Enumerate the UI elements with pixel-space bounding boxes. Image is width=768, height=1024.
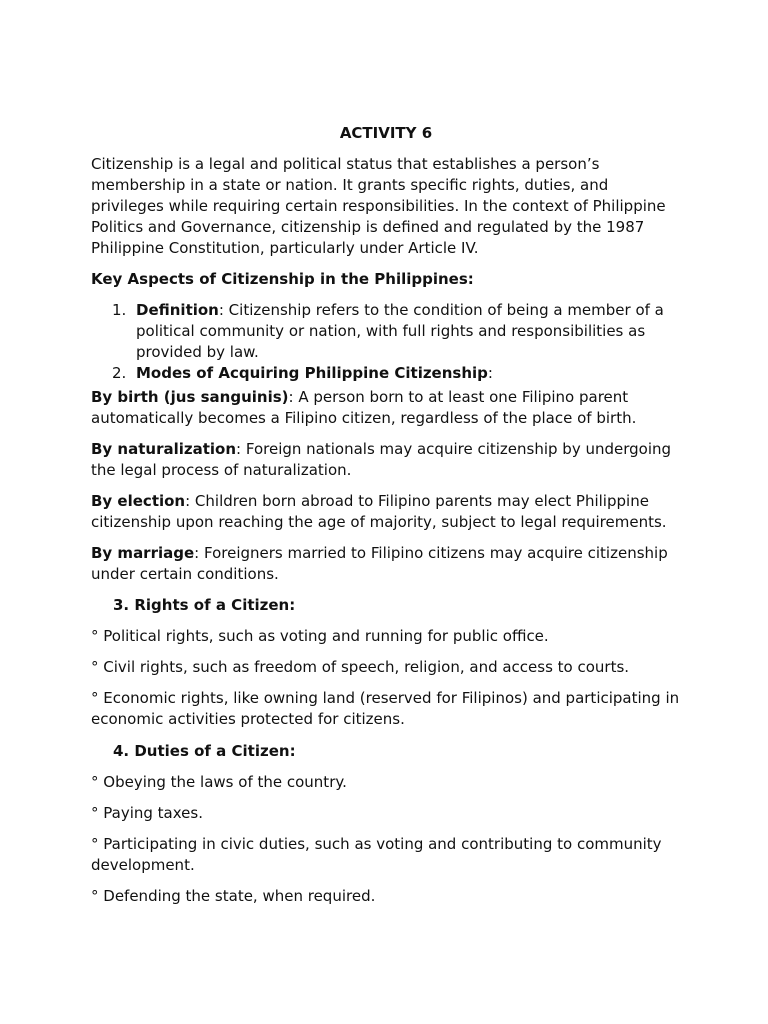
- mode-term: By birth (jus sanguinis): [91, 388, 289, 406]
- rights-item: ° Civil rights, such as freedom of speech, religion, and access to courts.: [91, 658, 630, 676]
- duties-item: ° Participating in civic duties, such as voting and contributing to community development.: [91, 835, 662, 874]
- rights-item: ° Economic rights, like owning land (reserved for Filipinos) and participating in economic activities protected for citizens.: [91, 689, 680, 728]
- mode-term: By election: [91, 492, 186, 510]
- page-title: ACTIVITY 6: [339, 124, 433, 142]
- mode-term: By marriage: [91, 544, 195, 562]
- list-item: [91, 300, 681, 363]
- list-item-text: : Citizenship refers to the condition of being a member of a political community or nation, with full rights and responsibilities as provided by law.: [136, 301, 664, 361]
- mode-paragraph: [91, 387, 681, 429]
- mode-text: : A person born to at least one Filipino parent automatically becomes a Filipino citizen, regardless of the place of birth.: [91, 388, 637, 427]
- list-item-number: 1.: [112, 301, 127, 319]
- key-aspects-heading: Key Aspects of Citizenship in the Philippines:: [91, 270, 474, 288]
- mode-text: : Foreign nationals may acquire citizenship by undergoing the legal process of naturalization.: [91, 440, 672, 479]
- list-item-number: 2.: [112, 364, 127, 382]
- mode-text: : Foreigners married to Filipino citizens may acquire citizenship under certain conditions.: [91, 544, 668, 583]
- rights-item: ° Political rights, such as voting and running for public office.: [91, 627, 549, 645]
- duties-item: ° Obeying the laws of the country.: [91, 773, 347, 791]
- mode-paragraph: [91, 491, 681, 533]
- key-aspects-list: [91, 300, 681, 384]
- rights-heading: 3. Rights of a Citizen:: [113, 596, 296, 614]
- mode-paragraph: [91, 439, 681, 481]
- document-body: [91, 123, 681, 917]
- list-item-text: :: [487, 364, 493, 382]
- intro-paragraph: Citizenship is a legal and political status that establishes a person’s membership in a state or nation. It grants specific rights, duties, and privileges while requiring certain responsibilities. In the context of Philippine Politics and Governance, citizenship is defined and regulated by the 1987 Philippine Constitution, particularly under Article IV.: [91, 155, 666, 257]
- duties-item: ° Defending the state, when required.: [91, 887, 376, 905]
- mode-term: By naturalization: [91, 440, 237, 458]
- duties-heading: 4. Duties of a Citizen:: [113, 742, 296, 760]
- list-item-term: Modes of Acquiring Philippine Citizenship: [136, 364, 488, 382]
- mode-paragraph: [91, 543, 681, 585]
- list-item-term: Definition: [136, 301, 219, 319]
- list-item: [91, 363, 681, 384]
- mode-text: : Children born abroad to Filipino parents may elect Philippine citizenship upon reaching the age of majority, subject to legal requirements.: [91, 492, 667, 531]
- duties-item: ° Paying taxes.: [91, 804, 203, 822]
